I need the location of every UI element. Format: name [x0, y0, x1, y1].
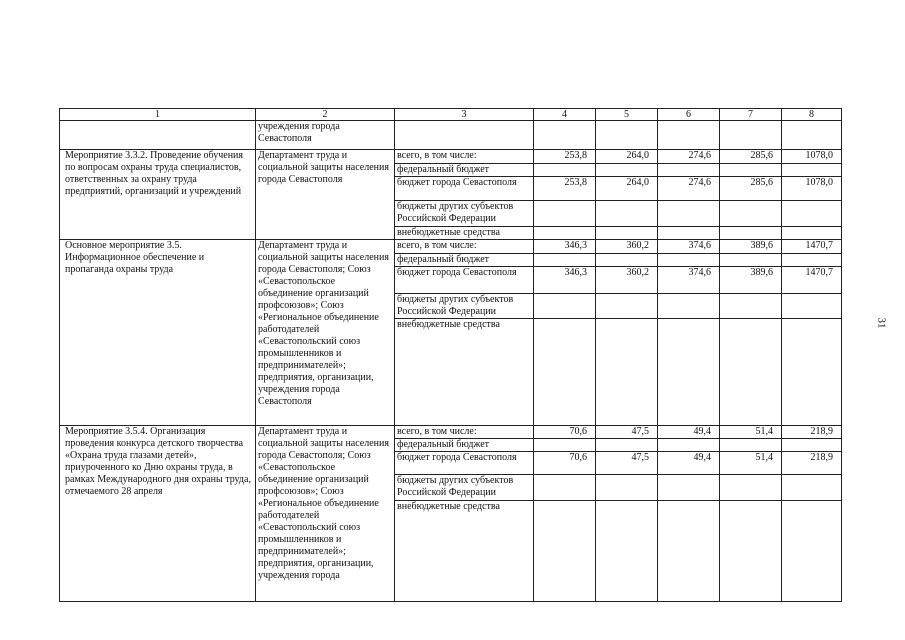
amount-cell: 51,4 [720, 426, 782, 439]
amount-cell [658, 164, 720, 177]
amount-cell: 274,6 [658, 177, 720, 201]
amount-cell [720, 294, 782, 319]
empty-cell [596, 121, 658, 150]
amount-cell: 218,9 [782, 426, 842, 439]
amount-cell [534, 227, 596, 240]
amount-cell [658, 475, 720, 501]
amount-cell [534, 501, 596, 602]
amount-cell: 374,6 [658, 267, 720, 294]
amount-cell [782, 501, 842, 602]
funding-source-cell: всего, в том числе: [395, 426, 534, 439]
funding-source-cell: бюджет города Севастополя [395, 267, 534, 294]
amount-cell [720, 201, 782, 227]
amount-cell [658, 227, 720, 240]
amount-cell [720, 254, 782, 267]
amount-cell: 1078,0 [782, 150, 842, 164]
amount-cell [720, 319, 782, 426]
amount-cell: 51,4 [720, 452, 782, 475]
funding-source-cell: внебюджетные средства [395, 501, 534, 602]
table-row [60, 121, 842, 150]
amount-cell: 1078,0 [782, 177, 842, 201]
funding-source-cell: бюджеты других субъектов Российской Федерации [395, 294, 534, 319]
amount-cell [658, 201, 720, 227]
amount-cell: 264,0 [596, 150, 658, 164]
amount-cell [534, 294, 596, 319]
header-cell: 7 [720, 109, 782, 121]
amount-cell [658, 254, 720, 267]
amount-cell: 360,2 [596, 240, 658, 254]
amount-cell [720, 439, 782, 452]
empty-cell [60, 121, 256, 150]
amount-cell: 70,6 [534, 426, 596, 439]
funding-source-cell: федеральный бюджет [395, 164, 534, 177]
header-cell: 2 [256, 109, 395, 121]
amount-cell: 346,3 [534, 267, 596, 294]
page-number: 31 [875, 317, 888, 329]
amount-cell: 274,6 [658, 150, 720, 164]
executor-cell: учреждения города Севастополя [256, 121, 395, 150]
measure-name-cell: Мероприятие 3.5.4. Организация проведения конкурса детского творчества «Охрана труда глазами детей», приуроченного ко Дню охраны труда, в рамках Международного дня охраны труда, отмечаемого 28 апреля [60, 426, 256, 602]
amount-cell [534, 254, 596, 267]
table-row [60, 240, 842, 254]
funding-source-cell: бюджеты других субъектов Российской Федерации [395, 201, 534, 227]
amount-cell: 70,6 [534, 452, 596, 475]
amount-cell [782, 475, 842, 501]
executor-cell: Департамент труда и социальной защиты населения города Севастополя; Союз «Севастопольское объединение организаций профсоюзов»; Союз «Региональное объединение работодателей «Севастопольский союз промышленников и предпринимателей»; предприятия, организации, учреждения города Севастополя [256, 240, 395, 426]
amount-cell: 49,4 [658, 452, 720, 475]
amount-cell: 346,3 [534, 240, 596, 254]
amount-cell: 47,5 [596, 426, 658, 439]
amount-cell: 218,9 [782, 452, 842, 475]
funding-source-cell: бюджет города Севастополя [395, 177, 534, 201]
amount-cell [596, 254, 658, 267]
empty-cell [395, 121, 534, 150]
amount-cell: 389,6 [720, 240, 782, 254]
funding-source-cell: всего, в том числе: [395, 150, 534, 164]
empty-cell [720, 121, 782, 150]
amount-cell [782, 254, 842, 267]
header-cell: 5 [596, 109, 658, 121]
amount-cell [782, 227, 842, 240]
empty-cell [782, 121, 842, 150]
amount-cell [596, 164, 658, 177]
executor-cell: Департамент труда и социальной защиты населения города Севастополя; Союз «Севастопольское объединение организаций профсоюзов»; Союз «Региональное объединение работодателей «Севастопольский союз промышленников и предпринимателей»; предприятия, организации, учреждения города [256, 426, 395, 602]
executor-cell: Департамент труда и социальной защиты населения города Севастополя [256, 150, 395, 240]
amount-cell: 264,0 [596, 177, 658, 201]
amount-cell: 1470,7 [782, 240, 842, 254]
header-cell: 3 [395, 109, 534, 121]
empty-cell [658, 121, 720, 150]
amount-cell [658, 294, 720, 319]
amount-cell [534, 164, 596, 177]
amount-cell [596, 201, 658, 227]
amount-cell: 253,8 [534, 177, 596, 201]
funding-source-cell: всего, в том числе: [395, 240, 534, 254]
header-row [60, 109, 842, 121]
empty-cell [534, 121, 596, 150]
amount-cell [782, 201, 842, 227]
header-cell: 1 [60, 109, 256, 121]
amount-cell: 1470,7 [782, 267, 842, 294]
amount-cell [596, 294, 658, 319]
amount-cell [720, 164, 782, 177]
amount-cell: 374,6 [658, 240, 720, 254]
table-row [60, 150, 842, 164]
amount-cell [534, 475, 596, 501]
amount-cell [720, 501, 782, 602]
amount-cell [596, 319, 658, 426]
amount-cell [782, 294, 842, 319]
program-table [59, 108, 842, 602]
header-cell: 6 [658, 109, 720, 121]
amount-cell [596, 475, 658, 501]
amount-cell [720, 475, 782, 501]
header-cell: 4 [534, 109, 596, 121]
funding-source-cell: внебюджетные средства [395, 319, 534, 426]
amount-cell [534, 439, 596, 452]
amount-cell [596, 439, 658, 452]
header-cell: 8 [782, 109, 842, 121]
amount-cell [658, 501, 720, 602]
amount-cell [658, 319, 720, 426]
amount-cell: 285,6 [720, 177, 782, 201]
amount-cell [782, 319, 842, 426]
amount-cell [720, 227, 782, 240]
amount-cell [534, 201, 596, 227]
table-row [60, 426, 842, 439]
funding-source-cell: федеральный бюджет [395, 254, 534, 267]
amount-cell [596, 501, 658, 602]
amount-cell: 389,6 [720, 267, 782, 294]
amount-cell [534, 319, 596, 426]
funding-source-cell: бюджет города Севастополя [395, 452, 534, 475]
funding-source-cell: федеральный бюджет [395, 439, 534, 452]
measure-name-cell: Основное мероприятие 3.5. Информационное обеспечение и пропаганда охраны труда [60, 240, 256, 426]
amount-cell: 47,5 [596, 452, 658, 475]
amount-cell: 285,6 [720, 150, 782, 164]
funding-source-cell: бюджеты других субъектов Российской Федерации [395, 475, 534, 501]
amount-cell [782, 439, 842, 452]
amount-cell [658, 439, 720, 452]
amount-cell [596, 227, 658, 240]
amount-cell: 253,8 [534, 150, 596, 164]
amount-cell: 49,4 [658, 426, 720, 439]
amount-cell [782, 164, 842, 177]
amount-cell: 360,2 [596, 267, 658, 294]
funding-source-cell: внебюджетные средства [395, 227, 534, 240]
measure-name-cell: Мероприятие 3.3.2. Проведение обучения по вопросам охраны труда специалистов, ответственных за охрану труда предприятий, организаций и учреждений [60, 150, 256, 240]
